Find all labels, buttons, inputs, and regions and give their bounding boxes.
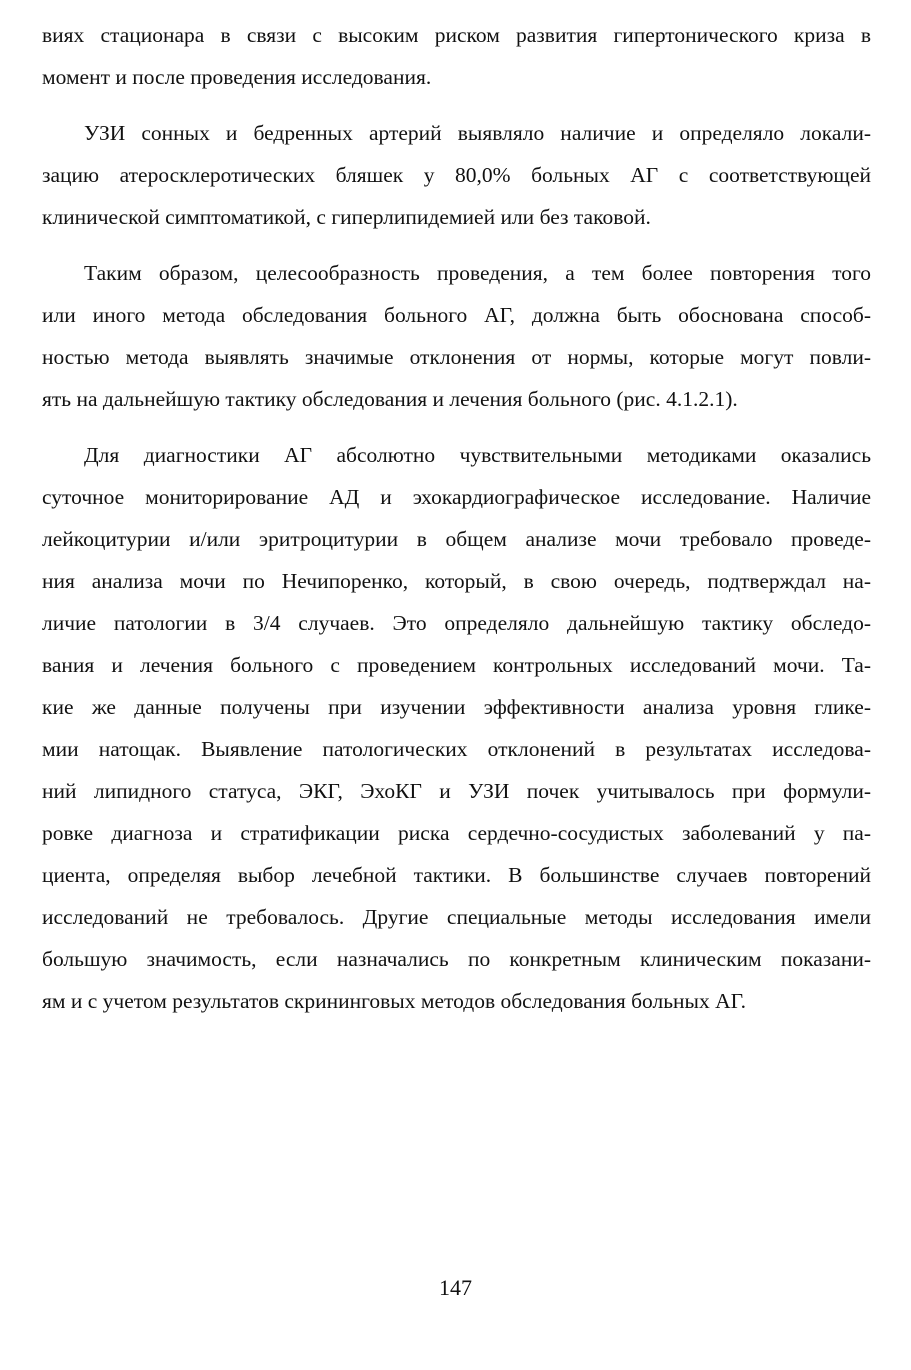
text-line: ять на дальнейшую тактику обследования и лечения больного (рис. 4.1.2.1). — [42, 387, 738, 411]
text-line: зацию атеросклеротических бляшек у 80,0% больных АГ с соответствующей — [42, 163, 871, 187]
text-line: виях стационара в связи с высоким риском развития гипертонического криза в — [42, 23, 871, 47]
text-line: суточное мониторирование АД и эхокардиографическое исследование. Наличие — [42, 485, 871, 509]
text-line: кие же данные получены при изучении эффективности анализа уровня глике- — [42, 695, 871, 719]
text-line: клинической симптоматикой, с гиперлипидемией или без таковой. — [42, 205, 651, 229]
text-line: или иного метода обследования больного АГ, должна быть обоснована способ- — [42, 303, 871, 327]
text-line: Для диагностики АГ абсолютно чувствительными методиками оказались — [84, 443, 871, 467]
text-line: вания и лечения больного с проведением контрольных исследований мочи. Та- — [42, 653, 871, 677]
page-number: 147 — [439, 1275, 472, 1300]
text-line: личие патологии в 3/4 случаев. Это определяло дальнейшую тактику обследо- — [42, 611, 871, 635]
text-line: мии натощак. Выявление патологических отклонений в результатах исследова- — [42, 737, 871, 761]
paragraph-4 — [42, 434, 871, 1022]
paragraph-2 — [42, 112, 871, 238]
paragraph-3 — [42, 252, 871, 420]
text-line: ния анализа мочи по Нечипоренко, который, в свою очередь, подтверждал на- — [42, 569, 871, 593]
text-line: исследований не требовалось. Другие специальные методы исследования имели — [42, 905, 871, 929]
body-text — [42, 14, 871, 1022]
text-line: ний липидного статуса, ЭКГ, ЭхоКГ и УЗИ почек учитывалось при формули- — [42, 779, 871, 803]
text-line: УЗИ сонных и бедренных артерий выявляло наличие и определяло локали- — [84, 121, 871, 145]
text-line: большую значимость, если назначались по конкретным клиническим показани- — [42, 947, 871, 971]
text-line: момент и после проведения исследования. — [42, 65, 432, 89]
paragraph-1 — [42, 14, 871, 98]
text-line: ям и с учетом результатов скрининговых методов обследования больных АГ. — [42, 989, 746, 1013]
text-line: лейкоцитурии и/или эритроцитурии в общем анализе мочи требовало проведе- — [42, 527, 871, 551]
text-line: ровке диагноза и стратификации риска сердечно-сосудистых заболеваний у па- — [42, 821, 871, 845]
text-line: циента, определяя выбор лечебной тактики. В большинстве случаев повторений — [42, 863, 871, 887]
text-line: ностью метода выявлять значимые отклонения от нормы, которые могут повли- — [42, 345, 871, 369]
text-line: Таким образом, целесообразность проведения, а тем более повторения того — [84, 261, 871, 285]
